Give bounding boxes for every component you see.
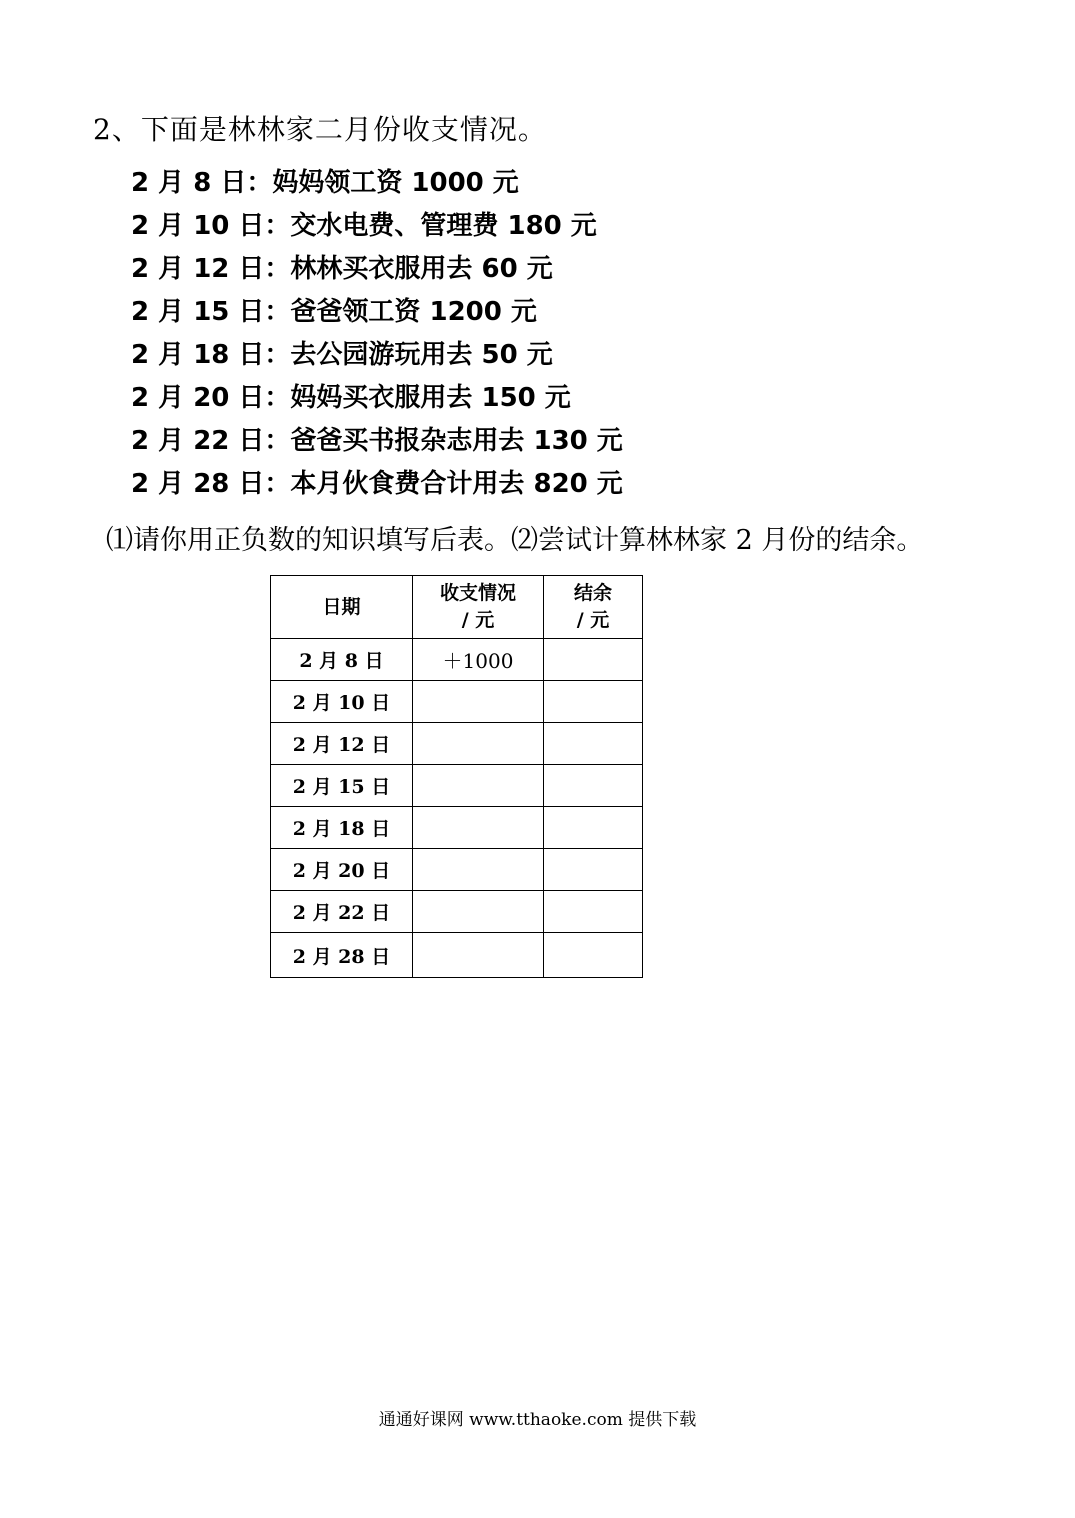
date-cell: 2 月 15 日 [271,765,413,807]
footer-credit: 通通好课网 www.tthaoke.com 提供下载 [378,1410,697,1430]
list-item: 2 月 18 日：去公园游玩用去 50 元 [131,340,553,370]
amount-cell[interactable] [413,765,544,807]
income-expense-list [131,162,623,506]
amount-cell[interactable] [413,933,544,978]
table-row [271,765,643,807]
header-amount-line1: 收支情况 [439,582,516,604]
balance-cell[interactable] [544,765,643,807]
table-row [271,681,643,723]
amount-cell[interactable] [413,807,544,849]
table-header-row [271,576,643,639]
header-balance [544,576,643,639]
amount-cell[interactable] [413,849,544,891]
header-amount [413,576,544,639]
ledger-table [270,575,643,978]
table-row [271,639,643,681]
table-row [271,891,643,933]
balance-cell[interactable] [544,891,643,933]
date-cell: 2 月 12 日 [271,723,413,765]
list-item: 2 月 12 日：林林买衣服用去 60 元 [131,254,553,284]
table-row [271,933,643,978]
amount-cell[interactable] [413,681,544,723]
list-item: 2 月 20 日：妈妈买衣服用去 150 元 [131,383,571,413]
balance-cell[interactable] [544,807,643,849]
date-cell: 2 月 22 日 [271,891,413,933]
instructions: ⑴请你用正负数的知识填写后表。⑵尝试计算林林家 2 月份的结余。 [106,525,924,556]
table-row [271,849,643,891]
date-cell: 2 月 20 日 [271,849,413,891]
date-cell: 2 月 18 日 [271,807,413,849]
header-date: 日期 [271,576,413,639]
date-cell: 2 月 8 日 [271,639,413,681]
amount-cell[interactable] [413,891,544,933]
header-balance-line2: / 元 [576,609,610,631]
balance-cell[interactable] [544,723,643,765]
balance-cell[interactable] [544,681,643,723]
list-item: 2 月 15 日：爸爸领工资 1200 元 [131,297,537,327]
date-cell: 2 月 28 日 [271,933,413,978]
table-row [271,807,643,849]
header-amount-line2: / 元 [461,609,495,631]
date-cell: 2 月 10 日 [271,681,413,723]
balance-cell[interactable] [544,849,643,891]
list-item: 2 月 22 日：爸爸买书报杂志用去 130 元 [131,426,623,456]
amount-cell[interactable]: ＋1000 [413,639,544,681]
balance-cell[interactable] [544,639,643,681]
table-row [271,723,643,765]
list-item: 2 月 28 日：本月伙食费合计用去 820 元 [131,469,623,499]
amount-cell[interactable] [413,723,544,765]
list-item: 2 月 10 日：交水电费、管理费 180 元 [131,211,597,241]
balance-cell[interactable] [544,933,643,978]
header-balance-line1: 结余 [573,582,612,604]
question-title: 2、下面是林林家二月份收支情况。 [93,113,547,146]
list-item: 2 月 8 日：妈妈领工资 1000 元 [131,168,519,198]
